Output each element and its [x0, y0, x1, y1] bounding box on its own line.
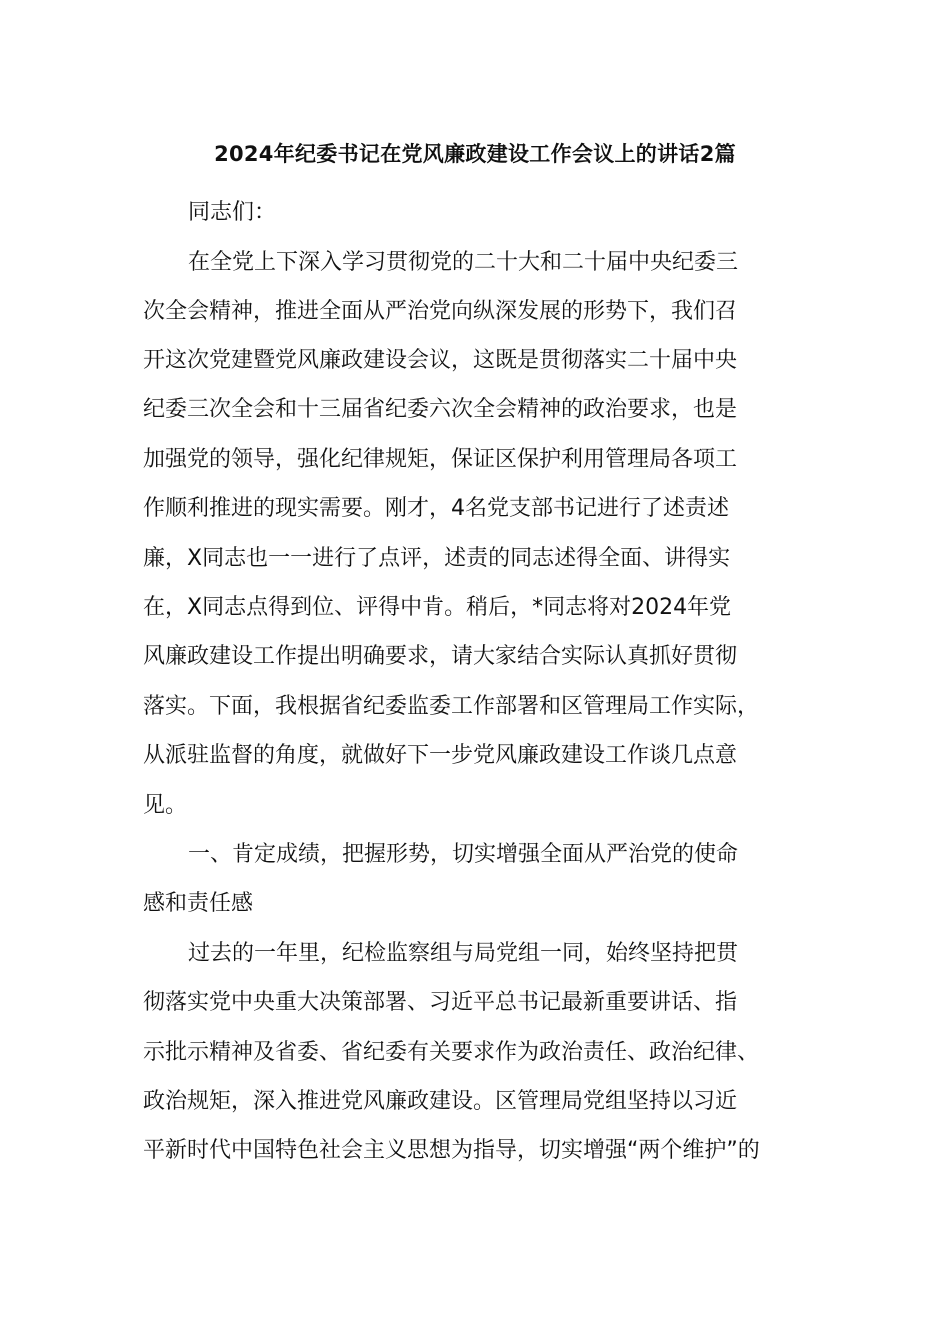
paragraph-line: 作顺利推进的现实需要。刚才，4名党支部书记进行了述责述	[143, 496, 729, 521]
paragraph-line: 次全会精神，推进全面从严治党向纵深发展的形势下，我们召	[143, 299, 738, 324]
section-heading-line: 一、肯定成绩，把握形势，切实增强全面从严治党的使命	[188, 842, 739, 867]
section-heading-line: 感和责任感	[143, 891, 254, 916]
paragraph-line: 过去的一年里，纪检监察组与局党组一同，始终坚持把贯	[188, 941, 739, 966]
paragraph-line: 在全党上下深入学习贯彻党的二十大和二十届中央纪委三	[188, 250, 739, 275]
paragraph-line: 平新时代中国特色社会主义思想为指导，切实增强“两个维护”的	[143, 1138, 760, 1163]
paragraph-line: 落实。下面，我根据省纪委监委工作部署和区管理局工作实际，	[143, 694, 760, 719]
paragraph-line: 开这次党建暨党风廉政建设会议，这既是贯彻落实二十届中央	[143, 348, 738, 373]
paragraph-line: 政治规矩，深入推进党风廉政建设。区管理局党组坚持以习近	[143, 1089, 738, 1114]
paragraph-line: 彻落实党中央重大决策部署、习近平总书记最新重要讲话、指	[143, 990, 738, 1015]
paragraph-line: 加强党的领导，强化纪律规矩，保证区保护利用管理局各项工	[143, 447, 738, 472]
paragraph-line: 在，X同志点得到位、评得中肯。稍后，*同志将对2024年党	[143, 595, 732, 620]
paragraph-line: 从派驻监督的角度，就做好下一步党风廉政建设工作谈几点意	[143, 743, 738, 768]
paragraph-line: 见。	[143, 793, 188, 818]
paragraph-line: 廉，X同志也一一进行了点评，述责的同志述得全面、讲得实	[143, 546, 731, 571]
paragraph-line: 纪委三次全会和十三届省纪委六次全会精神的政治要求，也是	[143, 397, 738, 422]
salutation: 同志们：	[188, 200, 277, 225]
paragraph-line: 风廉政建设工作提出明确要求，请大家结合实际认真抓好贯彻	[143, 644, 738, 669]
document-title: 2024年纪委书记在党风廉政建设工作会议上的讲话2篇	[214, 142, 736, 166]
paragraph-line: 示批示精神及省委、省纪委有关要求作为政治责任、政治纪律、	[143, 1040, 760, 1065]
